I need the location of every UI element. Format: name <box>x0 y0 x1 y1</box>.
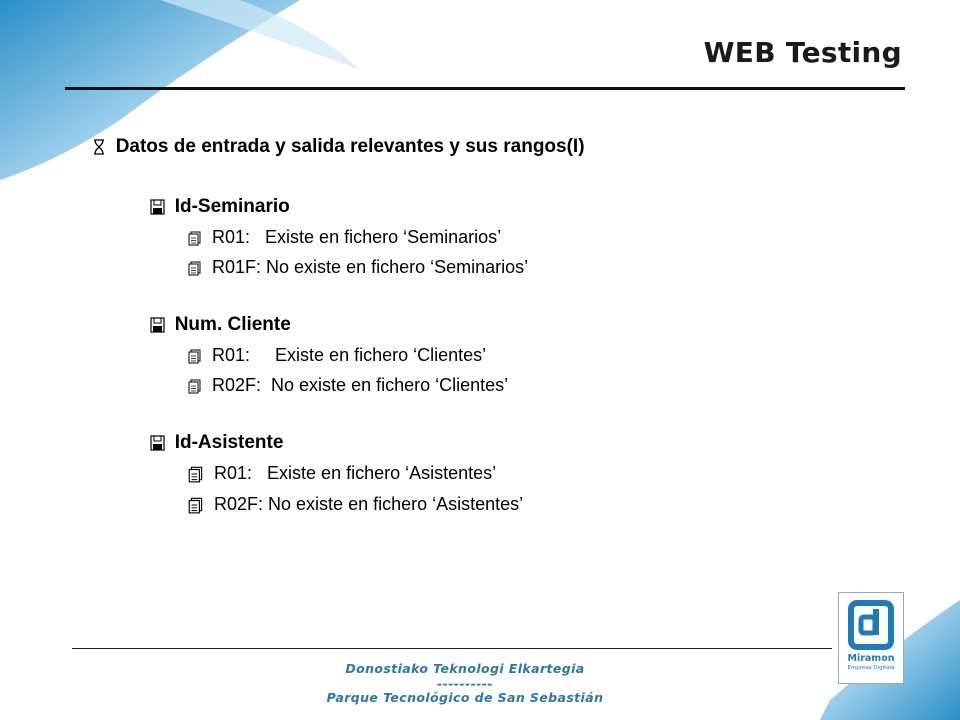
list-item-text: R01: Existe en fichero ‘Clientes’ <box>212 345 487 365</box>
list-item <box>158 494 523 515</box>
list-item <box>158 227 501 248</box>
group-label-id-asistente <box>118 432 283 454</box>
list-item <box>158 257 528 278</box>
floppy-disk-icon <box>118 317 165 333</box>
list-item-text: R01F: No existe en fichero ‘Seminarios’ <box>212 257 529 277</box>
floppy-disk-icon <box>118 199 165 215</box>
list-item-text: R02F: No existe en fichero ‘Asistentes’ <box>214 494 524 514</box>
group-label-id-seminario <box>118 196 290 218</box>
document-stack-icon <box>158 260 202 276</box>
hourglass-icon <box>60 139 106 155</box>
list-item <box>158 345 486 366</box>
section-heading-text: Datos de entrada y salida relevantes y sus rangos(I) <box>115 136 585 157</box>
list-item-text: R01: Existe en fichero ‘Seminarios’ <box>212 227 502 247</box>
document-stack-icon <box>158 378 202 394</box>
document-stack-icon <box>158 465 204 483</box>
group-label: Num. Cliente <box>174 314 291 335</box>
floppy-disk-icon <box>118 435 165 451</box>
section-heading <box>60 136 585 158</box>
list-item-text: R02F: No existe en fichero ‘Clientes’ <box>212 375 509 395</box>
group-label: Id-Seminario <box>174 196 290 217</box>
logo-mark-icon <box>839 595 903 655</box>
list-item <box>158 463 496 484</box>
logo-tagline: Empresa Digitala <box>847 665 895 671</box>
footer-line-1: Donostiako Teknologi Elkartegia <box>345 661 585 676</box>
slide-title: WEB Testing <box>703 36 902 69</box>
document-stack-icon <box>158 230 202 246</box>
document-stack-icon <box>158 348 202 364</box>
list-item <box>158 375 508 396</box>
miramon-logo <box>838 592 904 684</box>
group-label-num-cliente <box>118 314 291 336</box>
logo-name: Miramon <box>847 653 895 664</box>
list-item-text: R01: Existe en fichero ‘Asistentes’ <box>214 463 497 483</box>
group-label: Id-Asistente <box>174 432 284 453</box>
footer-separator: ---------- <box>437 676 493 691</box>
footer-divider <box>72 648 832 649</box>
footer-line-3: Parque Tecnológico de San Sebastián <box>326 690 604 705</box>
document-stack-icon <box>158 496 204 514</box>
